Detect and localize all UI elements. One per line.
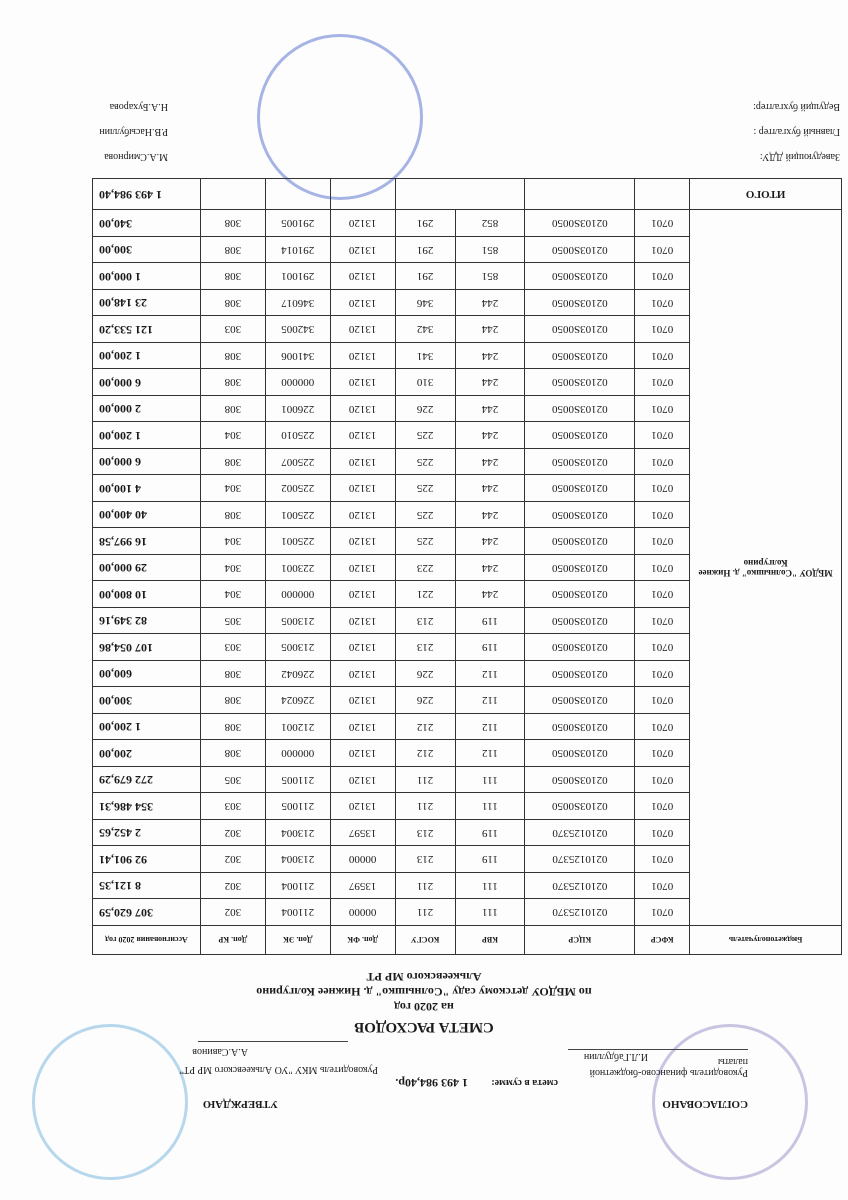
table-cell: 0701 <box>635 475 690 502</box>
table-cell: 225001 <box>265 502 330 529</box>
table-cell: 291 <box>395 237 455 264</box>
table-cell: 0701 <box>635 846 690 873</box>
table-cell: 13120 <box>330 767 395 794</box>
table-cell: 200,00 <box>93 740 201 767</box>
total-row <box>93 179 842 210</box>
table-cell: 213004 <box>265 846 330 873</box>
table-cell: 4 100,00 <box>93 475 201 502</box>
table-cell: 244 <box>455 528 525 555</box>
education-stamp <box>32 1024 188 1180</box>
approved-name: А.А.Савинов <box>192 1046 248 1057</box>
table-cell: 23 148,00 <box>93 290 201 317</box>
table-cell: 225001 <box>265 528 330 555</box>
table-cell: 291 <box>395 263 455 290</box>
table-cell: 000000 <box>265 581 330 608</box>
budget-recipient: МБДОУ "Солнышко" д. Нижнее Колгурино <box>690 210 842 926</box>
table-cell: 13120 <box>330 687 395 714</box>
table-cell: 112 <box>455 740 525 767</box>
table-cell: 02103S0050 <box>525 714 635 741</box>
table-cell: 272 679,29 <box>93 767 201 794</box>
table-cell: 13120 <box>330 793 395 820</box>
table-cell: 223001 <box>265 555 330 582</box>
table-cell: 291014 <box>265 237 330 264</box>
doc-district: Алькеевского МР РТ <box>366 970 482 984</box>
table-cell: 213 <box>395 634 455 661</box>
table-cell: 111 <box>455 873 525 900</box>
table-cell: 2 000,00 <box>93 396 201 423</box>
table-cell: 244 <box>455 396 525 423</box>
table-cell: 0701 <box>635 528 690 555</box>
table-cell: 13120 <box>330 634 395 661</box>
table-cell: 213 <box>395 608 455 635</box>
doc-year: на 2020 год <box>394 1000 454 1014</box>
table-cell: 225 <box>395 528 455 555</box>
table-cell: 291005 <box>265 210 330 237</box>
table-cell: 13120 <box>330 343 395 370</box>
column-header: Доп. ЭК <box>265 926 330 955</box>
table-cell: 0701 <box>635 793 690 820</box>
table-cell: 211 <box>395 899 455 926</box>
table-cell: 308 <box>200 290 265 317</box>
column-header: КФСР <box>635 926 690 955</box>
table-cell: 303 <box>200 634 265 661</box>
table-cell: 02103S0050 <box>525 608 635 635</box>
table-cell: 0701 <box>635 422 690 449</box>
table-cell: 305 <box>200 608 265 635</box>
column-header: Доп. ФК <box>330 926 395 955</box>
signature-position: Ведущий бухгалтер: <box>753 101 840 112</box>
table-cell: 304 <box>200 528 265 555</box>
table-cell: 13120 <box>330 290 395 317</box>
table-cell: 302 <box>200 820 265 847</box>
table-cell: 308 <box>200 740 265 767</box>
column-header: Доп. КР <box>200 926 265 955</box>
table-cell: 13120 <box>330 449 395 476</box>
table-cell: 0701 <box>635 396 690 423</box>
table-cell: 0701 <box>635 316 690 343</box>
table-cell: 02103S0050 <box>525 210 635 237</box>
table-cell: 225 <box>395 422 455 449</box>
table-cell: 02103S0050 <box>525 502 635 529</box>
table-cell: 000000 <box>265 740 330 767</box>
table-cell: 0701 <box>635 210 690 237</box>
table-cell: 1 200,00 <box>93 422 201 449</box>
approved-position: Руководитель МКУ "УО Алькеевского МР РТ" <box>179 1064 378 1075</box>
table-cell: 0701 <box>635 740 690 767</box>
table-cell: 13120 <box>330 714 395 741</box>
table-cell: 244 <box>455 502 525 529</box>
table-cell: 211 <box>395 873 455 900</box>
table-cell: 13120 <box>330 740 395 767</box>
table-cell: 13120 <box>330 475 395 502</box>
table-cell: 2 452,65 <box>93 820 201 847</box>
table-cell: 308 <box>200 396 265 423</box>
table-cell: 244 <box>455 422 525 449</box>
table-cell: 302 <box>200 899 265 926</box>
table-cell: 02103S0050 <box>525 263 635 290</box>
table-cell: 225002 <box>265 475 330 502</box>
agreed-position: Руководитель финансово-бюджетной палаты <box>589 1056 748 1078</box>
table-cell: 02103S0050 <box>525 767 635 794</box>
table-cell: 0701 <box>635 555 690 582</box>
table-cell: 308 <box>200 502 265 529</box>
table-cell: 111 <box>455 899 525 926</box>
table-cell: 225 <box>395 449 455 476</box>
table-cell: 226 <box>395 687 455 714</box>
table-cell: 111 <box>455 793 525 820</box>
table-cell: 02103S0050 <box>525 290 635 317</box>
table-cell: 16 997,58 <box>93 528 201 555</box>
table-cell: 305 <box>200 767 265 794</box>
table-cell: 852 <box>455 210 525 237</box>
table-cell: 308 <box>200 714 265 741</box>
table-cell: 1 000,00 <box>93 263 201 290</box>
table-cell: 119 <box>455 846 525 873</box>
table-cell: 02103S0050 <box>525 237 635 264</box>
table-cell: 02103S0050 <box>525 396 635 423</box>
table-cell: 13120 <box>330 661 395 688</box>
sum-value: 1 493 984,40р. <box>395 1076 468 1090</box>
table-cell: 0701 <box>635 899 690 926</box>
column-header: Ассигнования 2020 год <box>93 926 201 955</box>
table-cell: 244 <box>455 290 525 317</box>
table-cell: 225 <box>395 475 455 502</box>
table-cell: 0210125370 <box>525 846 635 873</box>
total-label: ИТОГО <box>690 179 842 210</box>
table-cell: 02103S0050 <box>525 740 635 767</box>
table-cell: 02103S0050 <box>525 449 635 476</box>
table-cell: 13120 <box>330 555 395 582</box>
table-cell: 02103S0050 <box>525 793 635 820</box>
table-cell: 1 200,00 <box>93 343 201 370</box>
table-cell: 346 <box>395 290 455 317</box>
table-cell: 308 <box>200 263 265 290</box>
table-cell: 121 533,20 <box>93 316 201 343</box>
table-cell: 0701 <box>635 687 690 714</box>
table-cell: 226 <box>395 661 455 688</box>
total-value: 1 493 984,40 <box>93 179 201 210</box>
table-cell: 13120 <box>330 210 395 237</box>
table-cell: 342005 <box>265 316 330 343</box>
table-cell: 244 <box>455 475 525 502</box>
table-cell: 13120 <box>330 502 395 529</box>
table-cell: 212001 <box>265 714 330 741</box>
table-cell: 354 486,31 <box>93 793 201 820</box>
table-cell: 308 <box>200 661 265 688</box>
table-cell: 02103S0050 <box>525 661 635 688</box>
table-cell: 13120 <box>330 608 395 635</box>
table-cell: 112 <box>455 661 525 688</box>
table-cell: 226042 <box>265 661 330 688</box>
table-cell: 02103S0050 <box>525 343 635 370</box>
signature-name: М.А.Смирнова <box>104 151 168 162</box>
table-cell: 226001 <box>265 396 330 423</box>
table-cell: 225007 <box>265 449 330 476</box>
table-cell: 112 <box>455 714 525 741</box>
table-cell: 851 <box>455 263 525 290</box>
agreed-label: СОГЛАСОВАНО <box>662 1098 748 1110</box>
table-cell: 000000 <box>265 369 330 396</box>
table-cell: 13120 <box>330 422 395 449</box>
table-cell: 341 <box>395 343 455 370</box>
table-cell: 213005 <box>265 608 330 635</box>
table-cell: 02103S0050 <box>525 581 635 608</box>
table-cell: 8 121,35 <box>93 873 201 900</box>
signature-position: Главный бухгалтер : <box>753 126 840 137</box>
table-cell: 851 <box>455 237 525 264</box>
table-cell: 211005 <box>265 793 330 820</box>
table-cell: 0701 <box>635 237 690 264</box>
table-cell: 212 <box>395 714 455 741</box>
table-cell: 307 620,59 <box>93 899 201 926</box>
column-header: Бюджетополучатель <box>690 926 842 955</box>
table-cell: 0701 <box>635 290 690 317</box>
table-cell: 211 <box>395 767 455 794</box>
table-cell: 82 349,16 <box>93 608 201 635</box>
table-cell: 0701 <box>635 369 690 396</box>
table-cell: 341006 <box>265 343 330 370</box>
table-cell: 211 <box>395 793 455 820</box>
column-header: КВР <box>455 926 525 955</box>
table-cell: 310 <box>395 369 455 396</box>
table-cell: 02103S0050 <box>525 475 635 502</box>
table-cell: 225010 <box>265 422 330 449</box>
table-cell: 13120 <box>330 316 395 343</box>
table-cell: 107 054,86 <box>93 634 201 661</box>
table-cell: 6 000,00 <box>93 449 201 476</box>
table-cell: 0701 <box>635 873 690 900</box>
budget-table <box>92 179 842 956</box>
table-cell: 244 <box>455 316 525 343</box>
table-cell: 213 <box>395 820 455 847</box>
table-cell: 0210125370 <box>525 899 635 926</box>
approved-label: УТВЕРЖДАЮ <box>202 1098 278 1110</box>
table-cell: 02103S0050 <box>525 528 635 555</box>
table-cell: 303 <box>200 793 265 820</box>
table-cell: 02103S0050 <box>525 687 635 714</box>
table-cell: 02103S0050 <box>525 422 635 449</box>
table-cell: 304 <box>200 475 265 502</box>
table-cell: 223 <box>395 555 455 582</box>
kindergarten-stamp <box>257 34 423 200</box>
table-cell: 308 <box>200 210 265 237</box>
table-cell: 13120 <box>330 369 395 396</box>
table-cell: 0701 <box>635 263 690 290</box>
table-cell: 0210125370 <box>525 873 635 900</box>
table-cell: 0701 <box>635 634 690 661</box>
table-cell: 303 <box>200 316 265 343</box>
table-cell: 111 <box>455 767 525 794</box>
table-cell: 302 <box>200 846 265 873</box>
sum-label: смета в сумме: <box>491 1077 558 1088</box>
table-cell: 340,00 <box>93 210 201 237</box>
table-cell: 244 <box>455 369 525 396</box>
table-cell: 119 <box>455 820 525 847</box>
table-cell: 02103S0050 <box>525 316 635 343</box>
table-cell: 300,00 <box>93 237 201 264</box>
table-cell: 0701 <box>635 502 690 529</box>
table-cell: 10 800,00 <box>93 581 201 608</box>
table-cell: 0701 <box>635 608 690 635</box>
table-cell: 0701 <box>635 767 690 794</box>
doc-title: СМЕТА РАСХОДОВ <box>354 1019 494 1035</box>
table-cell: 13120 <box>330 237 395 264</box>
table-cell: 00000 <box>330 846 395 873</box>
table-cell: 112 <box>455 687 525 714</box>
table-cell: 0701 <box>635 820 690 847</box>
table-cell: 40 400,00 <box>93 502 201 529</box>
table-cell: 02103S0050 <box>525 555 635 582</box>
table-cell: 308 <box>200 687 265 714</box>
table-cell: 213004 <box>265 820 330 847</box>
table-cell: 244 <box>455 449 525 476</box>
table-cell: 244 <box>455 581 525 608</box>
table-cell: 308 <box>200 449 265 476</box>
table-cell: 13120 <box>330 528 395 555</box>
table-cell: 600,00 <box>93 661 201 688</box>
table-cell: 13120 <box>330 396 395 423</box>
signature-name: Р.В.Насыбуллин <box>99 126 168 137</box>
table-cell: 302 <box>200 873 265 900</box>
table-cell: 308 <box>200 343 265 370</box>
table-cell: 119 <box>455 608 525 635</box>
table-cell: 211005 <box>265 767 330 794</box>
table-cell: 13597 <box>330 820 395 847</box>
table-cell: 291001 <box>265 263 330 290</box>
table-cell: 212 <box>395 740 455 767</box>
table-cell: 13597 <box>330 873 395 900</box>
table-cell: 304 <box>200 581 265 608</box>
table-cell: 308 <box>200 369 265 396</box>
signature-name: Н.А.Бухарова <box>109 101 168 112</box>
table-cell: 244 <box>455 343 525 370</box>
table-cell: 346017 <box>265 290 330 317</box>
table-cell: 213005 <box>265 634 330 661</box>
table-cell: 0701 <box>635 714 690 741</box>
table-cell: 225 <box>395 502 455 529</box>
column-header: КЦСР <box>525 926 635 955</box>
table-cell: 92 901,41 <box>93 846 201 873</box>
table-cell: 221 <box>395 581 455 608</box>
table-cell: 300,00 <box>93 687 201 714</box>
table-cell: 308 <box>200 237 265 264</box>
table-cell: 0701 <box>635 581 690 608</box>
table-cell: 0701 <box>635 449 690 476</box>
table-cell: 291 <box>395 210 455 237</box>
table-cell: 00000 <box>330 899 395 926</box>
agreed-name: И.Л.Габдуллин <box>583 1051 648 1062</box>
table-cell: 304 <box>200 422 265 449</box>
table-cell: 226024 <box>265 687 330 714</box>
table-cell: 211004 <box>265 899 330 926</box>
column-header: КОСГУ <box>395 926 455 955</box>
signature-position: Заведующий ДДУ: <box>759 151 840 162</box>
table-cell: 02103S0050 <box>525 634 635 661</box>
table-row <box>93 899 842 926</box>
table-cell: 0701 <box>635 343 690 370</box>
table-cell: 02103S0050 <box>525 369 635 396</box>
table-cell: 6 000,00 <box>93 369 201 396</box>
table-cell: 0701 <box>635 661 690 688</box>
table-cell: 13120 <box>330 581 395 608</box>
table-cell: 342 <box>395 316 455 343</box>
table-cell: 213 <box>395 846 455 873</box>
table-cell: 29 000,00 <box>93 555 201 582</box>
table-cell: 1 200,00 <box>93 714 201 741</box>
table-cell: 13120 <box>330 263 395 290</box>
table-cell: 244 <box>455 555 525 582</box>
table-cell: 0210125370 <box>525 820 635 847</box>
table-cell: 119 <box>455 634 525 661</box>
table-cell: 304 <box>200 555 265 582</box>
table-cell: 211004 <box>265 873 330 900</box>
doc-institution: по МБДОУ детскому саду "Солнышко" д. Нижнее Колгурино <box>256 985 592 999</box>
table-cell: 226 <box>395 396 455 423</box>
